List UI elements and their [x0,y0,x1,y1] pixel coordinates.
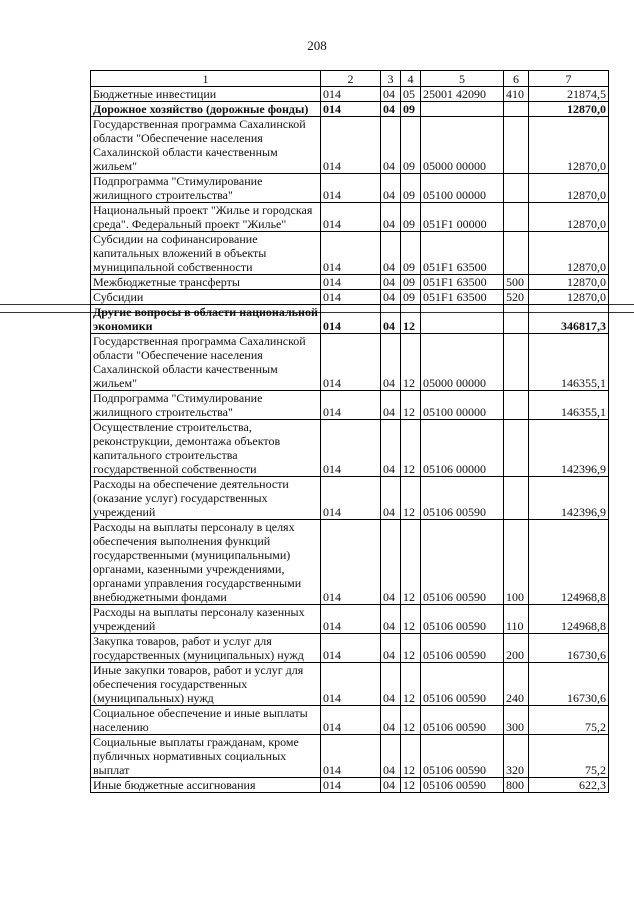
row-target-code: 05106 00590 [421,477,504,520]
column-header: 7 [529,71,609,87]
row-section-code: 04 [381,735,401,778]
table-row [91,87,609,102]
row-target-code: 05106 00590 [421,520,504,605]
row-subsection-code: 09 [401,232,421,275]
table-row [91,174,609,203]
row-name: Осуществление строительства, реконструкции, демонтажа объектов капитального строительства государственной собственности [91,420,321,477]
row-amount: 75,2 [529,706,609,735]
row-section-code: 04 [381,174,401,203]
row-ministry-code: 014 [321,174,381,203]
row-name: Государственная программа Сахалинской области "Обеспечение населения Сахалинской области качественным жильем" [91,117,321,174]
row-target-code: 051F1 63500 [421,290,504,305]
row-target-code: 051F1 63500 [421,275,504,290]
column-header: 5 [421,71,504,87]
row-target-code [421,305,504,334]
row-target-code: 051F1 63500 [421,232,504,275]
table-row [91,634,609,663]
row-target-code: 05106 00590 [421,605,504,634]
table-row [91,520,609,605]
row-subsection-code: 12 [401,391,421,420]
row-section-code: 04 [381,290,401,305]
row-amount: 12870,0 [529,117,609,174]
row-target-code [421,102,504,117]
row-section-code: 04 [381,477,401,520]
row-ministry-code: 014 [321,305,381,334]
row-expense-type [504,174,529,203]
row-ministry-code: 014 [321,663,381,706]
page-number: 208 [307,38,327,53]
row-ministry-code: 014 [321,203,381,232]
row-amount: 146355,1 [529,334,609,391]
row-ministry-code: 014 [321,87,381,102]
row-expense-type: 300 [504,706,529,735]
row-amount: 124968,8 [529,520,609,605]
row-ministry-code: 014 [321,290,381,305]
row-name: Социальное обеспечение и иные выплаты населению [91,706,321,735]
row-ministry-code: 014 [321,778,381,793]
row-expense-type [504,391,529,420]
table-row [91,305,609,334]
table-row [91,477,609,520]
row-subsection-code: 12 [401,420,421,477]
row-amount: 142396,9 [529,420,609,477]
row-amount: 346817,3 [529,305,609,334]
row-subsection-code: 12 [401,334,421,391]
row-amount: 124968,8 [529,605,609,634]
row-subsection-code: 12 [401,520,421,605]
row-subsection-code: 12 [401,305,421,334]
row-target-code: 05106 00590 [421,735,504,778]
row-ministry-code: 014 [321,117,381,174]
row-name: Государственная программа Сахалинской области "Обеспечение населения Сахалинской области качественным жильем" [91,334,321,391]
row-name: Расходы на выплаты персоналу казенных учреждений [91,605,321,634]
row-expense-type: 240 [504,663,529,706]
table-row [91,275,609,290]
row-target-code: 05100 00000 [421,391,504,420]
budget-table [90,70,609,793]
row-target-code: 05106 00590 [421,778,504,793]
row-ministry-code: 014 [321,605,381,634]
row-ministry-code: 014 [321,334,381,391]
row-section-code: 04 [381,634,401,663]
row-name: Подпрограмма "Стимулирование жилищного строительства" [91,174,321,203]
row-subsection-code: 12 [401,634,421,663]
table-row [91,334,609,391]
table-row [91,117,609,174]
row-expense-type: 200 [504,634,529,663]
row-name: Расходы на обеспечение деятельности (оказание услуг) государственных учреждений [91,477,321,520]
row-expense-type [504,117,529,174]
row-subsection-code: 09 [401,290,421,305]
table-row [91,203,609,232]
table-row [91,663,609,706]
row-section-code: 04 [381,203,401,232]
row-name: Дорожное хозяйство (дорожные фонды) [91,102,321,117]
row-expense-type [504,477,529,520]
row-name: Субсидии [91,290,321,305]
row-section-code: 04 [381,420,401,477]
row-amount: 12870,0 [529,290,609,305]
row-section-code: 04 [381,275,401,290]
row-amount: 142396,9 [529,477,609,520]
row-target-code: 051F1 00000 [421,203,504,232]
row-target-code: 05100 00000 [421,174,504,203]
table-row [91,605,609,634]
row-name: Другие вопросы в области национальной экономики [91,305,321,334]
row-subsection-code: 12 [401,663,421,706]
row-subsection-code: 09 [401,117,421,174]
row-name: Подпрограмма "Стимулирование жилищного строительства" [91,391,321,420]
row-amount: 75,2 [529,735,609,778]
row-amount: 21874,5 [529,87,609,102]
row-expense-type [504,334,529,391]
row-subsection-code: 09 [401,102,421,117]
table-header-row [91,71,609,87]
row-expense-type [504,232,529,275]
row-target-code: 05000 00000 [421,334,504,391]
row-section-code: 04 [381,117,401,174]
row-section-code: 04 [381,605,401,634]
row-amount: 16730,6 [529,634,609,663]
row-name: Закупка товаров, работ и услуг для государственных (муниципальных) нужд [91,634,321,663]
row-amount: 12870,0 [529,203,609,232]
table-row [91,735,609,778]
row-subsection-code: 09 [401,203,421,232]
row-target-code: 05106 00590 [421,663,504,706]
table-row [91,102,609,117]
table-row [91,420,609,477]
row-name: Бюджетные инвестиции [91,87,321,102]
row-amount: 12870,0 [529,174,609,203]
row-target-code: 25001 42090 [421,87,504,102]
row-target-code: 05000 00000 [421,117,504,174]
row-ministry-code: 014 [321,420,381,477]
column-header: 4 [401,71,421,87]
row-ministry-code: 014 [321,275,381,290]
row-ministry-code: 014 [321,520,381,605]
row-ministry-code: 014 [321,634,381,663]
row-subsection-code: 12 [401,605,421,634]
row-section-code: 04 [381,87,401,102]
table-row [91,778,609,793]
row-section-code: 04 [381,778,401,793]
row-expense-type: 100 [504,520,529,605]
row-section-code: 04 [381,706,401,735]
row-subsection-code: 12 [401,735,421,778]
row-amount: 146355,1 [529,391,609,420]
row-section-code: 04 [381,663,401,706]
column-header: 6 [504,71,529,87]
table-row [91,232,609,275]
row-ministry-code: 014 [321,232,381,275]
row-amount: 16730,6 [529,663,609,706]
table-row [91,290,609,305]
row-target-code: 05106 00590 [421,634,504,663]
row-subsection-code: 09 [401,275,421,290]
row-subsection-code: 09 [401,174,421,203]
row-expense-type: 110 [504,605,529,634]
row-section-code: 04 [381,520,401,605]
table-row [91,706,609,735]
column-header: 1 [91,71,321,87]
row-expense-type [504,420,529,477]
row-name: Иные закупки товаров, работ и услуг для обеспечения государственных (муниципальных) нужд [91,663,321,706]
row-name: Социальные выплаты гражданам, кроме публичных нормативных социальных выплат [91,735,321,778]
row-subsection-code: 05 [401,87,421,102]
row-ministry-code: 014 [321,477,381,520]
row-section-code: 04 [381,334,401,391]
row-amount: 12870,0 [529,275,609,290]
column-header: 3 [381,71,401,87]
row-name: Межбюджетные трансферты [91,275,321,290]
row-subsection-code: 12 [401,778,421,793]
row-target-code: 05106 00590 [421,706,504,735]
row-name: Национальный проект "Жилье и городская среда". Федеральный проект "Жилье" [91,203,321,232]
column-header: 2 [321,71,381,87]
table-row [91,391,609,420]
row-ministry-code: 014 [321,735,381,778]
row-amount: 12870,0 [529,232,609,275]
row-ministry-code: 014 [321,102,381,117]
row-expense-type [504,102,529,117]
row-expense-type: 410 [504,87,529,102]
row-expense-type [504,305,529,334]
row-expense-type: 800 [504,778,529,793]
row-ministry-code: 014 [321,706,381,735]
row-name: Субсидии на софинансирование капитальных вложений в объекты муниципальной собственности [91,232,321,275]
row-expense-type: 520 [504,290,529,305]
row-target-code: 05106 00000 [421,420,504,477]
row-section-code: 04 [381,391,401,420]
row-name: Иные бюджетные ассигнования [91,778,321,793]
row-subsection-code: 12 [401,706,421,735]
row-section-code: 04 [381,232,401,275]
row-amount: 622,3 [529,778,609,793]
row-section-code: 04 [381,305,401,334]
row-expense-type [504,203,529,232]
row-expense-type: 500 [504,275,529,290]
row-subsection-code: 12 [401,477,421,520]
row-expense-type: 320 [504,735,529,778]
row-amount: 12870,0 [529,102,609,117]
row-ministry-code: 014 [321,391,381,420]
row-section-code: 04 [381,102,401,117]
row-name: Расходы на выплаты персоналу в целях обеспечения выполнения функций государственными (муниципальными) органами, казенными учреждениями, органами управления государственными внебюджетными фондами [91,520,321,605]
